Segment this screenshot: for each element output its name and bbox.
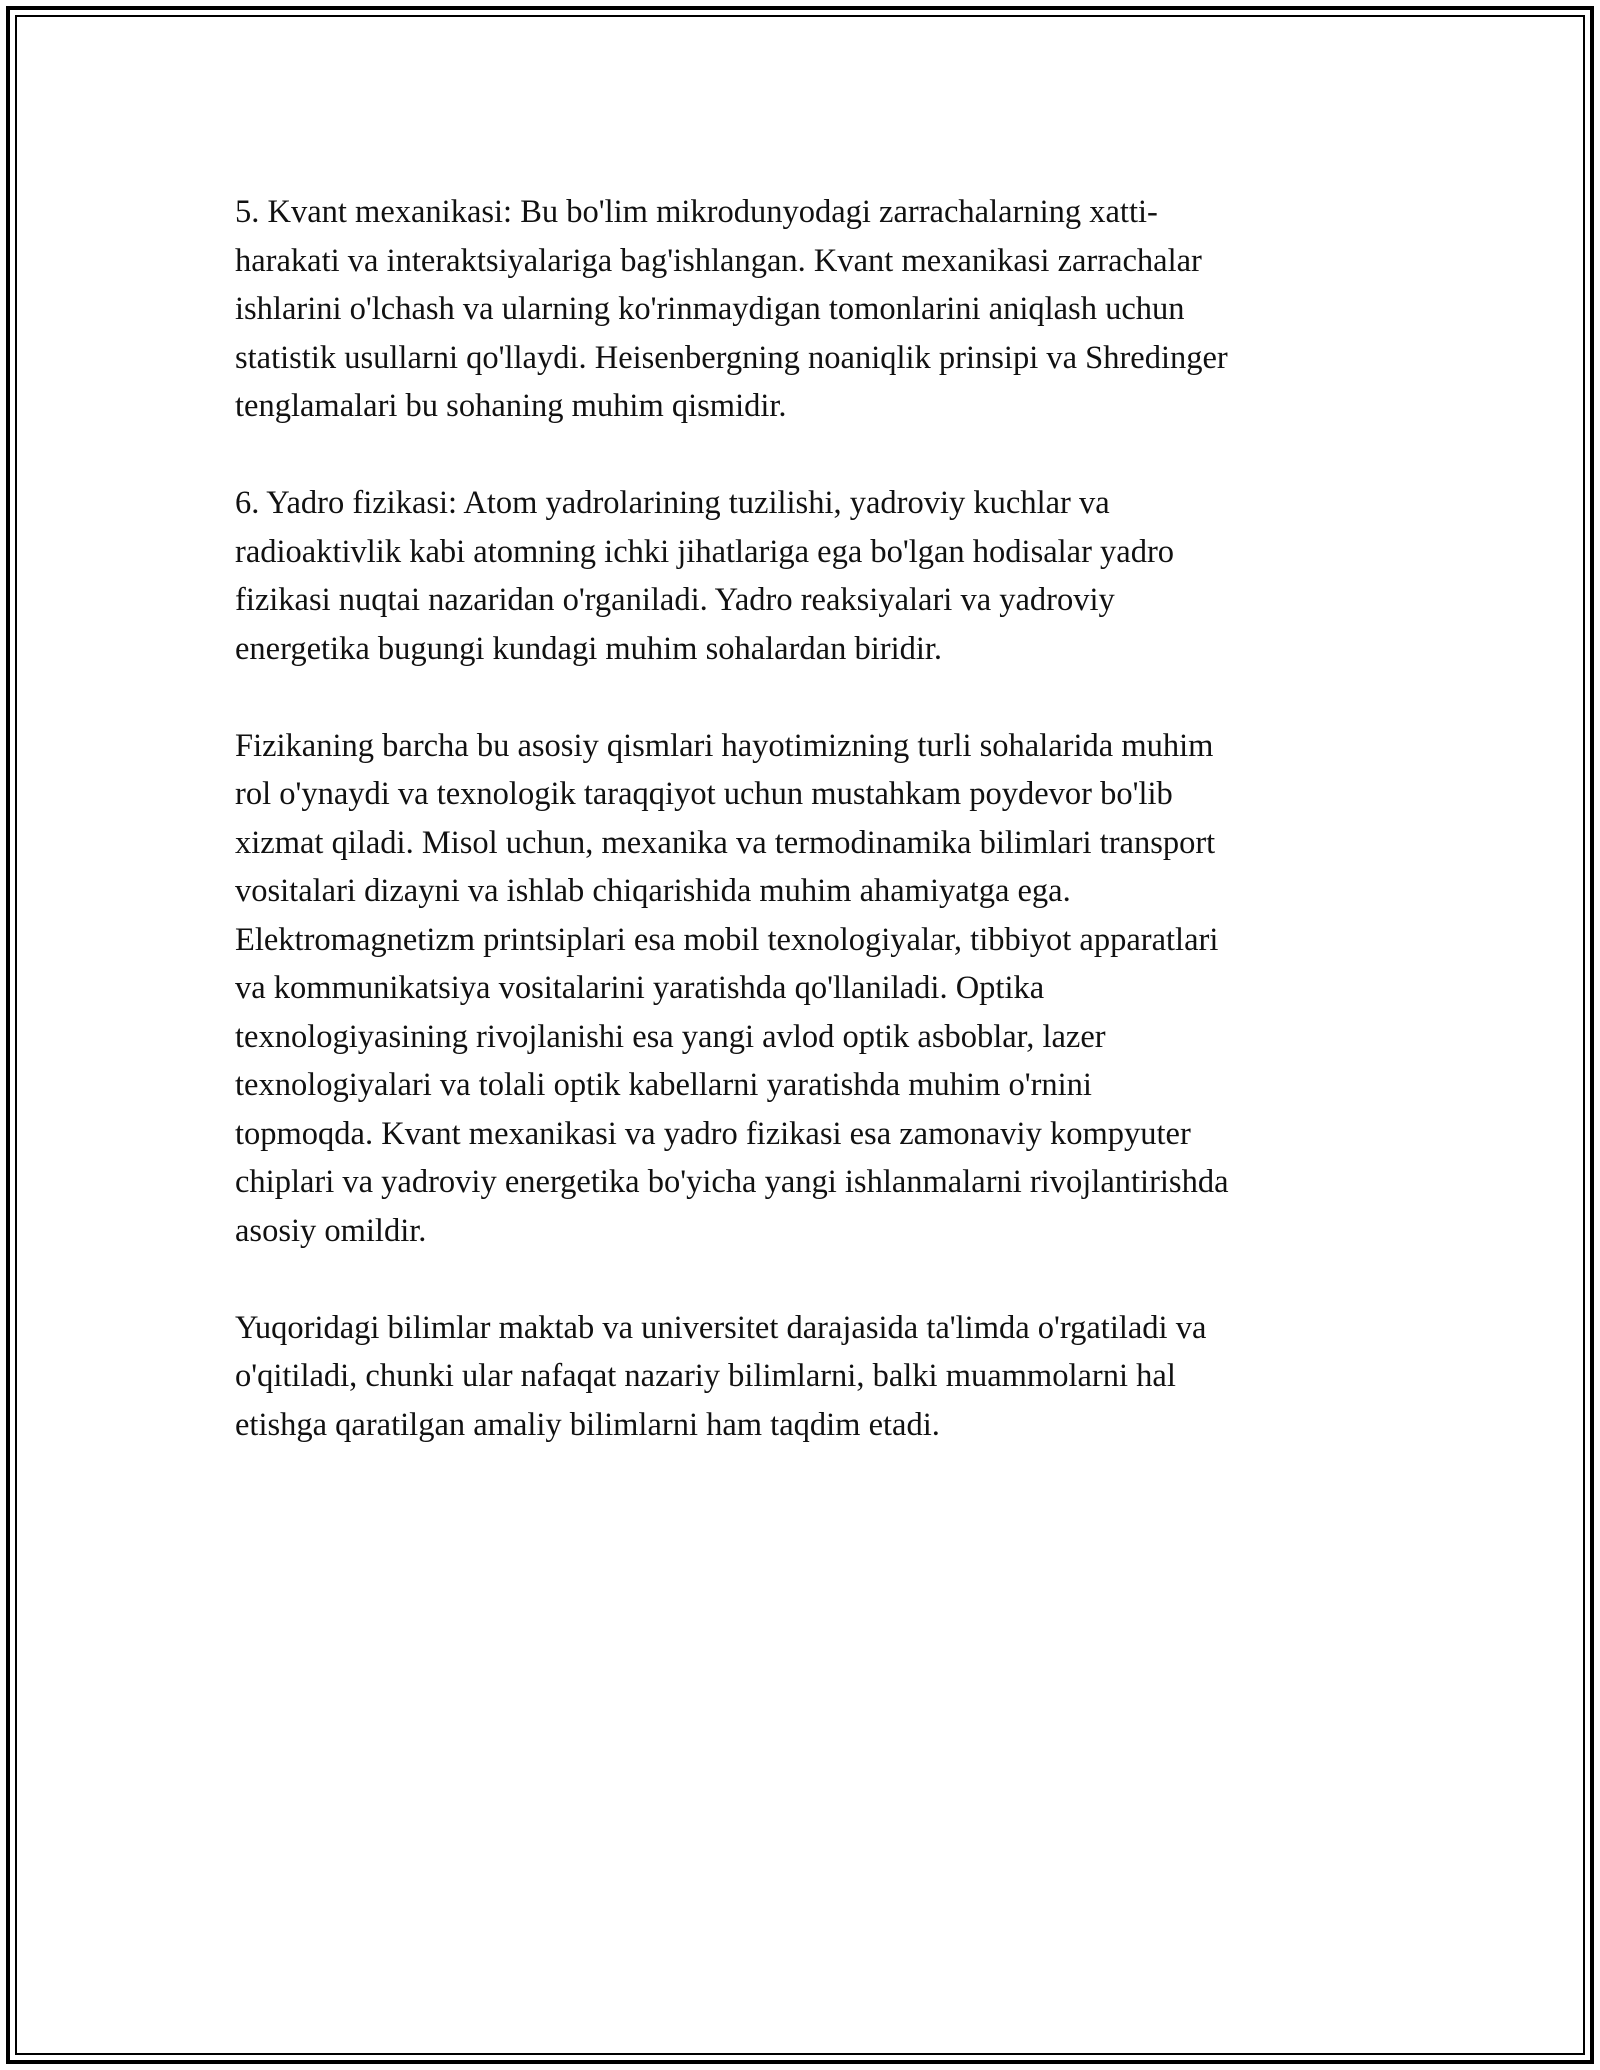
document-body [235, 188, 1365, 1498]
text-line: radioaktivlik kabi atomning ichki jihatlariga ega bo'lgan hodisalar yadro [235, 533, 1175, 570]
text-line: ishlarini o'lchash va ularning ko'rinmaydigan tomonlarini aniqlash uchun [235, 291, 1185, 327]
paragraph-education [235, 1304, 1365, 1450]
text-line: harakati va interaktsiyalariga bag'ishlangan. Kvant mexanikasi zarrachalar [235, 242, 1202, 279]
paragraph-applications [235, 722, 1365, 1256]
text-line: va kommunikatsiya vositalarini yaratishda qo'llaniladi. Optika [235, 970, 1045, 1006]
text-line: energetika bugungi kundagi muhim sohalardan biridir. [235, 630, 943, 667]
text-line: chiplari va yadroviy energetika bo'yicha yangi ishlanmalarni rivojlantirishda [235, 1164, 1229, 1200]
text-line: rol o'ynaydi va texnologik taraqqiyot uchun mustahkam poydevor bo'lib [235, 776, 1173, 812]
text-line: vositalari dizayni va ishlab chiqarishida muhim ahamiyatga ega. [235, 873, 1071, 909]
text-line: 5. Kvant mexanikasi: Bu bo'lim mikrodunyodagi zarrachalarning xatti- [235, 194, 1158, 230]
text-line: xizmat qiladi. Misol uchun, mexanika va termodinamika bilimlari transport [235, 824, 1216, 861]
text-line: Yuqoridagi bilimlar maktab va universitet darajasida ta'limda o'rgatiladi va [235, 1309, 1207, 1346]
text-line: etishga qaratilgan amaliy bilimlarni ham taqdim etadi. [235, 1406, 940, 1443]
text-line: texnologiyasining rivojlanishi esa yangi avlod optik asboblar, lazer [235, 1018, 1106, 1055]
text-line: fizikasi nuqtai nazaridan o'rganiladi. Yadro reaksiyalari va yadroviy [235, 582, 1115, 618]
text-line: texnologiyalari va tolali optik kabellarni yaratishda muhim o'rnini [235, 1067, 1092, 1103]
text-line: o'qitiladi, chunki ular nafaqat nazariy bilimlarni, balki muammolarni hal [235, 1358, 1176, 1394]
text-line: statistik usullarni qo'llaydi. Heisenbergning noaniqlik prinsipi va Shredinger [235, 339, 1228, 376]
text-line: asosiy omildir. [235, 1212, 427, 1249]
text-line: tenglamalari bu sohaning muhim qismidir. [235, 388, 787, 424]
text-line: topmoqda. Kvant mexanikasi va yadro fizikasi esa zamonaviy kompyuter [235, 1115, 1191, 1152]
text-line: Fizikaning barcha bu asosiy qismlari hayotimizning turli sohalarida muhim [235, 727, 1214, 764]
text-line: Elektromagnetizm printsiplari esa mobil texnologiyalar, tibbiyot apparatlari [235, 921, 1219, 958]
paragraph-quantum-mechanics [235, 188, 1365, 431]
text-line: 6. Yadro fizikasi: Atom yadrolarining tuzilishi, yadroviy kuchlar va [235, 485, 1110, 521]
paragraph-nuclear-physics [235, 479, 1365, 673]
